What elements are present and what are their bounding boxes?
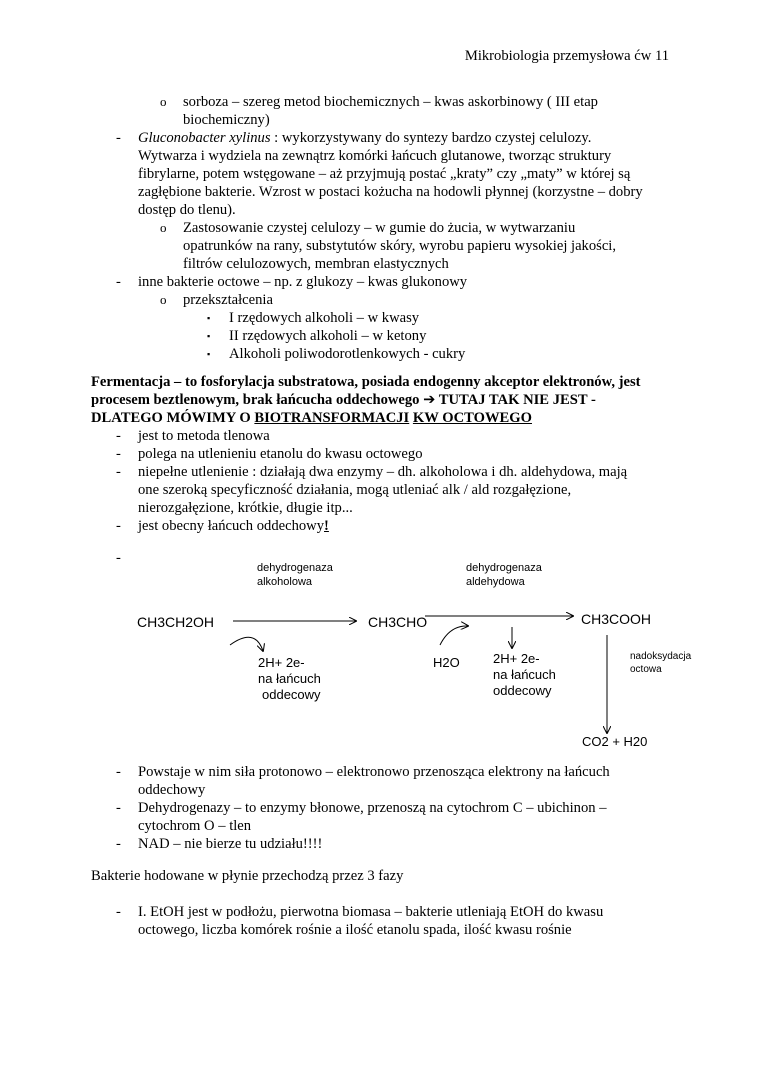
inne-bakterie-line: inne bakterie octowe – np. z glukozy – kwas glukonowy xyxy=(138,274,468,290)
electron-label-2-line-1: 2H+ 2e- xyxy=(493,651,540,666)
sorboza-line-2: biochemiczny) xyxy=(183,112,270,128)
overoxidation-label-line-2: octowa xyxy=(630,664,662,675)
gluconobacter-species-name: Gluconobacter xylinus xyxy=(138,130,271,146)
biotransformation-diagram xyxy=(120,555,720,755)
gluconobacter-line-4: zagłębione bakterie. Wzrost w postaci kożucha na hodowli płynnej (korzystne – dobry xyxy=(138,184,643,200)
biotransformacji-text: BIOTRANSFORMACJI xyxy=(254,410,410,426)
product-acetic-acid: CH3COOH xyxy=(581,611,652,627)
fermentation-line-3a: DLATEGO MÓWIMY O xyxy=(91,410,255,426)
nad-line: NAD – nie bierze tu udziału!!!! xyxy=(138,836,323,852)
enzyme-2-label-line-2: aldehydowa xyxy=(466,576,525,588)
enzyme-2-label-line-1: dehydrogenaza xyxy=(466,562,542,574)
gluconobacter-line-2: Wytwarza i wydziela na zewnątrz komórki łańcuch glutanowe, tworząc struktury xyxy=(138,148,612,164)
square-bullet: ▪ xyxy=(207,313,211,323)
fermentation-line-3 xyxy=(91,409,532,427)
fermentation-item: niepełne utlenienie : działają dwa enzymy – dh. alkoholowa i dh. aldehydowa, mają xyxy=(138,464,628,480)
dehydrogenase-line-2: cytochrom O – tlen xyxy=(138,818,252,834)
fermentation-item: one szeroką specyficzność działania, mogą utleniać alk / ald rozgałęzione, xyxy=(138,482,572,498)
right-arrow-icon: ➔ xyxy=(423,391,436,408)
gluconobacter-line-1 xyxy=(138,129,591,147)
phases-intro: Bakterie hodowane w płynie przechodzą przez 3 fazy xyxy=(91,868,404,884)
circle-bullet: o xyxy=(160,292,167,307)
dash-bullet: - xyxy=(116,550,121,566)
fermentation-item xyxy=(138,517,329,535)
dash-bullet: - xyxy=(116,904,121,920)
sub-item: I rzędowych alkoholi – w kwasy xyxy=(229,310,420,326)
dash-bullet: - xyxy=(116,274,121,290)
celulose-line-1: Zastosowanie czystej celulozy – w gumie do żucia, w wytwarzaniu xyxy=(183,220,576,236)
electron-label-1-line-3: oddecowy xyxy=(262,687,321,702)
fermentation-line-2a: procesem beztlenowym, brak łańcucha oddechowego xyxy=(91,392,420,408)
water-input-arrow xyxy=(440,626,468,645)
lancuch-oddechowy-text: jest obecny łańcuch oddechowy xyxy=(138,518,325,534)
phase-1-line-2: octowego, liczba komórek rośnie a ilość etanolu spada, ilość kwasu rośnie xyxy=(138,922,572,938)
dash-bullet: - xyxy=(116,764,121,780)
substrate-acetaldehyde: CH3CHO xyxy=(368,614,428,630)
respiratory-line-2: oddechowy xyxy=(138,782,206,798)
final-product-label: CO2 + H20 xyxy=(582,734,648,749)
phase-1-line-1: I. EtOH jest w podłożu, pierwotna biomasa – bakterie utleniają EtOH do kwasu xyxy=(138,904,604,920)
dash-bullet: - xyxy=(116,836,121,852)
sorboza-line-1: sorboza – szereg metod biochemicznych – kwas askorbinowy ( III etap xyxy=(183,94,598,110)
gluconobacter-line-3: fibrylarne, potem wstęgowane – aż przyjmują postać „kraty” czy „maty” w której są xyxy=(138,166,631,182)
fermentation-item: nierozgałęzione, krótkie, długie itp... xyxy=(138,500,353,516)
dehydrogenase-line-1: Dehydrogenazy – to enzymy błonowe, przenoszą na cytochrom C – ubichinon – xyxy=(138,800,607,816)
electron-label-1-line-1: 2H+ 2e- xyxy=(258,655,305,670)
electron-label-1-line-2: na łańcuch xyxy=(258,671,321,686)
water-label: H2O xyxy=(433,655,460,670)
overoxidation-label-line-1: nadoksydacja xyxy=(630,651,692,662)
enzyme-1-label-line-1: dehydrogenaza xyxy=(257,562,333,574)
sub-item: Alkoholi poliwodorotlenkowych - cukry xyxy=(229,346,466,362)
exclamation-mark: ! xyxy=(324,518,329,534)
fermentation-line-2b: TUTAJ TAK NIE JEST - xyxy=(435,392,596,408)
circle-bullet: o xyxy=(160,220,167,235)
substrate-ethanol: CH3CH2OH xyxy=(137,614,215,630)
square-bullet: ▪ xyxy=(207,349,211,359)
dash-bullet: - xyxy=(116,446,121,462)
electron-label-2-line-2: na łańcuch xyxy=(493,667,556,682)
gluconobacter-line-1-text: : wykorzystywany do syntezy bardzo czystej celulozy. xyxy=(270,130,592,146)
dash-bullet: - xyxy=(116,130,121,146)
enzyme-1-label-line-2: alkoholowa xyxy=(257,576,313,588)
dash-bullet: - xyxy=(116,464,121,480)
celulose-line-3: filtrów celulozowych, membran elastycznych xyxy=(183,256,449,272)
electron-label-2-line-3: oddecowy xyxy=(493,683,552,698)
celulose-line-2: opatrunków na rany, substytutów skóry, wyrobu papieru wysokiej jakości, xyxy=(183,238,617,254)
przeksztalcenia-line: przekształcenia xyxy=(183,292,273,308)
fermentation-item: jest to metoda tlenowa xyxy=(138,428,270,444)
respiratory-line-1: Powstaje w nim siła protonowo – elektronowo przenosząca elektrony na łańcuch xyxy=(138,764,610,780)
gluconobacter-line-5: dostęp do tlenu). xyxy=(138,202,236,218)
fermentation-line-1: Fermentacja – to fosforylacja substratowa, posiada endogenny akceptor elektronów, jest xyxy=(91,374,641,390)
fermentation-line-2 xyxy=(91,391,596,409)
page-header-title: Mikrobiologia przemysłowa ćw 11 xyxy=(464,48,669,64)
fermentation-item: polega na utlenieniu etanolu do kwasu octowego xyxy=(138,446,423,462)
square-bullet: ▪ xyxy=(207,331,211,341)
kw-octowego-text: KW OCTOWEGO xyxy=(412,410,532,426)
dash-bullet: - xyxy=(116,518,121,534)
electron-release-arrow-1 xyxy=(230,637,263,651)
circle-bullet: o xyxy=(160,94,167,109)
sub-item: II rzędowych alkoholi – w ketony xyxy=(229,328,427,344)
dash-bullet: - xyxy=(116,800,121,816)
dash-bullet: - xyxy=(116,428,121,444)
